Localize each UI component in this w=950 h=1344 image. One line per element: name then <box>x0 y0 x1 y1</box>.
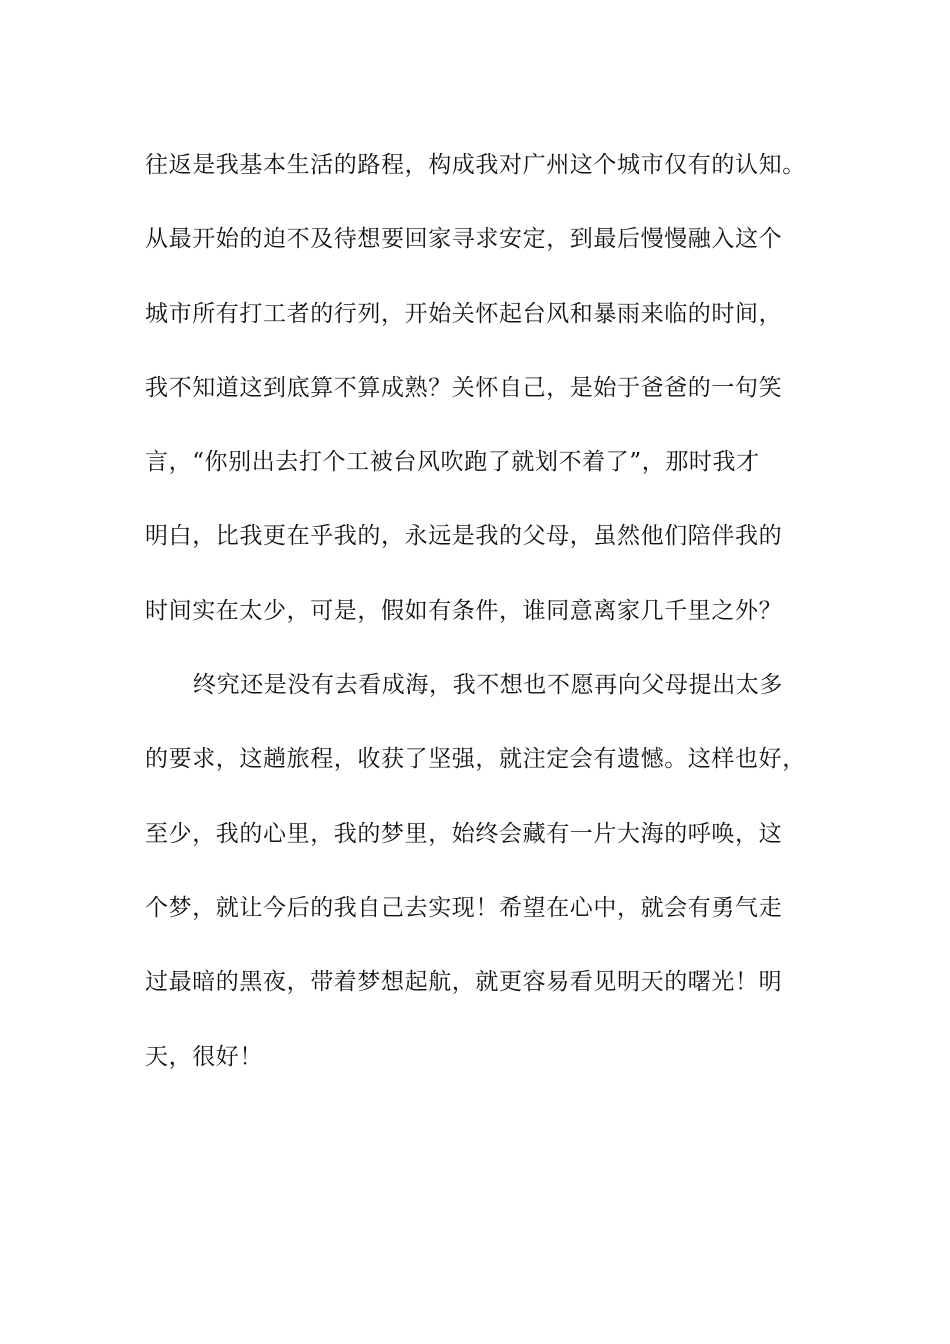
text-line: 天，很好！ <box>145 1043 263 1070</box>
text-line: 的要求，这趟旅程，收获了坚强，就注定会有遗憾。这样也好， <box>145 746 806 773</box>
text-line: 我不知道这到底算不算成熟？关怀自己，是始于爸爸的一句笑 <box>145 374 783 401</box>
text-line: 言，“你别出去打个工被台风吹跑了就划不着了”，那时我才 <box>145 449 760 476</box>
text-line: 个梦，就让今后的我自己去实现！希望在心中，就会有勇气走 <box>145 894 783 921</box>
text-line: 城市所有打工者的行列，开始关怀起台风和暴雨来临的时间， <box>145 300 783 327</box>
body-text <box>145 128 835 1094</box>
text-line: 从最开始的迫不及待想要回家寻求安定，到最后慢慢融入这个 <box>145 226 783 253</box>
paragraph-start-line: 终究还是没有去看成海，我不想也不愿再向父母提出太多 <box>193 672 783 699</box>
text-line: 至少，我的心里，我的梦里，始终会藏有一片大海的呼唤，这 <box>145 820 783 847</box>
text-line: 往返是我基本生活的路程，构成我对广州这个城市仅有的认知。 <box>145 152 806 178</box>
text-line: 明白，比我更在乎我的，永远是我的父母，虽然他们陪伴我的 <box>145 523 783 550</box>
text-line: 过最暗的黑夜，带着梦想起航，就更容易看见明天的曙光！明 <box>145 969 783 996</box>
text-line: 时间实在太少，可是，假如有条件，谁同意离家几千里之外？ <box>145 597 783 624</box>
